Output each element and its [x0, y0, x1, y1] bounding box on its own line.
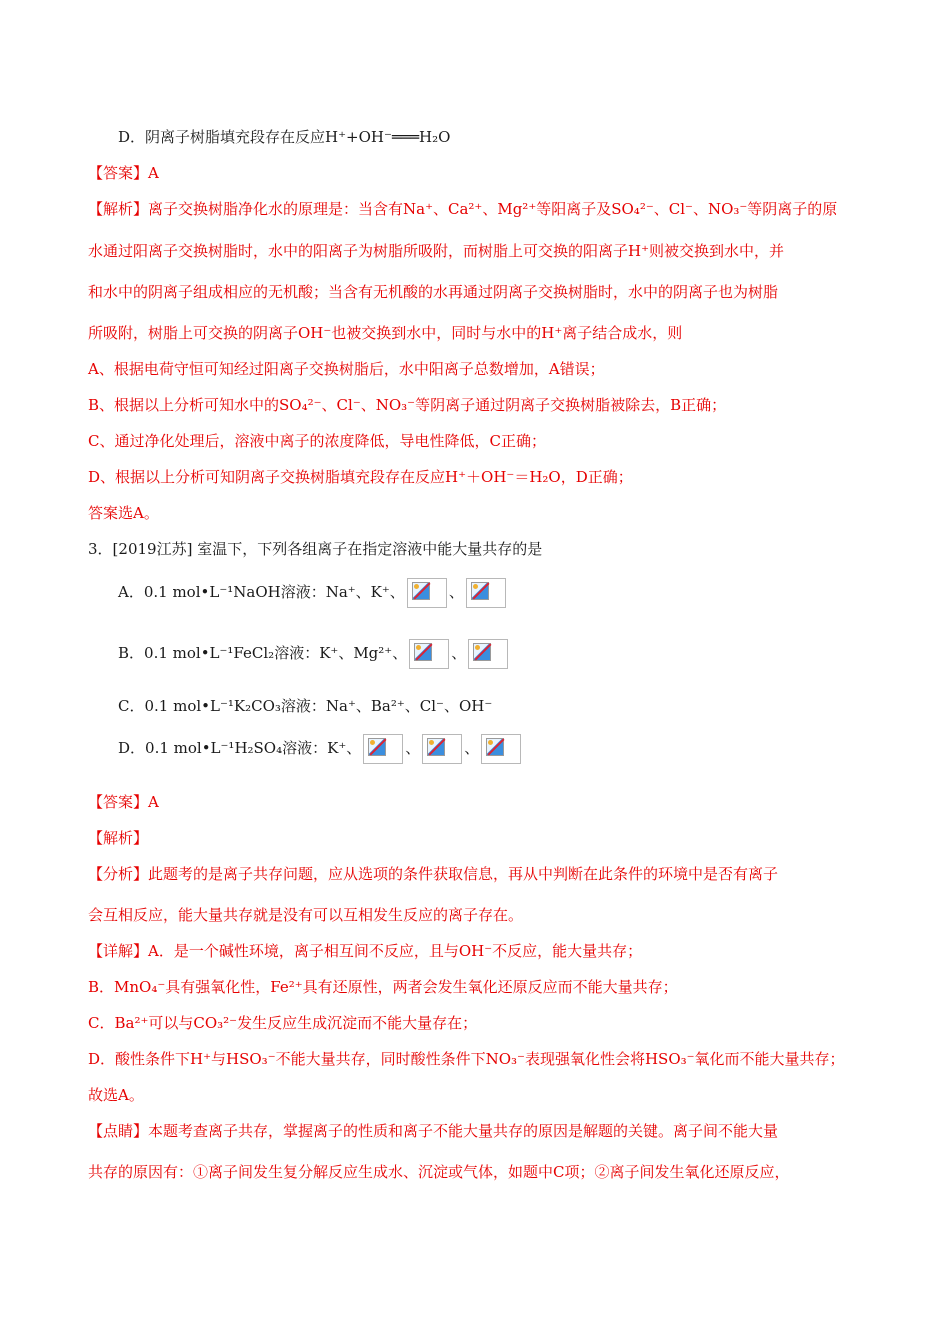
broken-image-icon	[466, 578, 506, 608]
q2-answer: 【答案】A	[88, 164, 159, 182]
q3-analysis-line-2: 会互相反应，能大量共存就是没有可以互相发生反应的离子存在。	[88, 906, 524, 924]
q2-explanation-line-1: 【解析】离子交换树脂净化水的原理是：当含有Na⁺、Ca²⁺、Mg²⁺等阳离子及SO₄²⁻、Cl⁻、NO₃⁻等阴离子的原	[88, 200, 838, 218]
q3-option-d-text: D．0.1 mol•L⁻¹H₂SO₄溶液：K⁺、	[118, 739, 362, 757]
q3-option-b	[118, 639, 510, 669]
q2-explanation-a: A、根据电荷守恒可知经过阳离子交换树脂后，水中阳离子总数增加，A错误；	[88, 360, 605, 378]
separator: 、	[405, 739, 421, 757]
q3-option-a-text: A．0.1 mol•L⁻¹NaOH溶液：Na⁺、K⁺、	[118, 583, 405, 601]
q2-option-d: D．阴离子树脂填充段存在反应H⁺+OH⁻═══H₂O	[118, 128, 451, 146]
q3-detail-b: B．MnO₄⁻具有强氧化性，Fe²⁺具有还原性，两者会发生氧化还原反应而不能大量共存；	[88, 978, 678, 996]
broken-image-icon	[468, 639, 508, 669]
q3-detail-d: D．酸性条件下H⁺与HSO₃⁻不能大量共存，同时酸性条件下NO₃⁻表现强氧化性会将HSO₃⁻氧化而不能大量共存；	[88, 1050, 845, 1068]
q3-option-c: C．0.1 mol•L⁻¹K₂CO₃溶液：Na⁺、Ba²⁺、Cl⁻、OH⁻	[118, 697, 493, 715]
broken-image-icon	[363, 734, 403, 764]
q2-explanation-line-4: 所吸附，树脂上可交换的阴离子OH⁻也被交换到水中，同时与水中的H⁺离子结合成水，则	[88, 324, 683, 342]
q3-remark-line-1: 【点睛】本题考查离子共存，掌握离子的性质和离子不能大量共存的原因是解题的关键。离子间不能大量	[88, 1122, 779, 1140]
q3-option-d	[118, 734, 523, 764]
q3-detail-a: 【详解】A．是一个碱性环境，离子相互间不反应，且与OH⁻不反应，能大量共存；	[88, 942, 643, 960]
q2-explanation-line-2: 水通过阳离子交换树脂时，水中的阳离子为树脂所吸附，而树脂上可交换的阳离子H⁺则被交换到水中，并	[88, 242, 785, 260]
q3-jiexi-heading: 【解析】	[88, 829, 149, 847]
separator: 、	[451, 644, 467, 662]
q2-final-answer: 答案选A。	[88, 504, 159, 522]
q3-analysis-line-1: 【分析】此题考的是离子共存问题，应从选项的条件获取信息，再从中判断在此条件的环境中是否有离子	[88, 865, 779, 883]
q3-answer: 【答案】A	[88, 793, 159, 811]
q3-option-a	[118, 578, 508, 608]
broken-image-icon	[409, 639, 449, 669]
q3-final-answer: 故选A。	[88, 1086, 144, 1104]
broken-image-icon	[481, 734, 521, 764]
q2-explanation-b: B、根据以上分析可知水中的SO₄²⁻、Cl⁻、NO₃⁻等阴离子通过阴离子交换树脂被除去，B正确；	[88, 396, 727, 414]
broken-image-icon	[407, 578, 447, 608]
q3-detail-c: C．Ba²⁺可以与CO₃²⁻发生反应生成沉淀而不能大量存在；	[88, 1014, 478, 1032]
q2-explanation-c: C、通过净化处理后，溶液中离子的浓度降低，导电性降低，C正确；	[88, 432, 546, 450]
separator: 、	[464, 739, 480, 757]
q3-stem: 3．[2019江苏] 室温下，下列各组离子在指定溶液中能大量共存的是	[88, 540, 543, 558]
q2-explanation-d: D、根据以上分析可知阴离子交换树脂填充段存在反应H⁺＋OH⁻＝H₂O，D正确；	[88, 468, 633, 486]
q3-remark-line-2: 共存的原因有：①离子间发生复分解反应生成水、沉淀或气体，如题中C项；②离子间发生氧化还原反应，	[88, 1163, 790, 1181]
separator: 、	[448, 583, 464, 601]
q3-option-b-text: B．0.1 mol•L⁻¹FeCl₂溶液：K⁺、Mg²⁺、	[118, 644, 408, 662]
broken-image-icon	[422, 734, 462, 764]
q2-explanation-line-3: 和水中的阴离子组成相应的无机酸；当含有无机酸的水再通过阴离子交换树脂时，水中的阴离子也为树脂	[88, 283, 779, 301]
